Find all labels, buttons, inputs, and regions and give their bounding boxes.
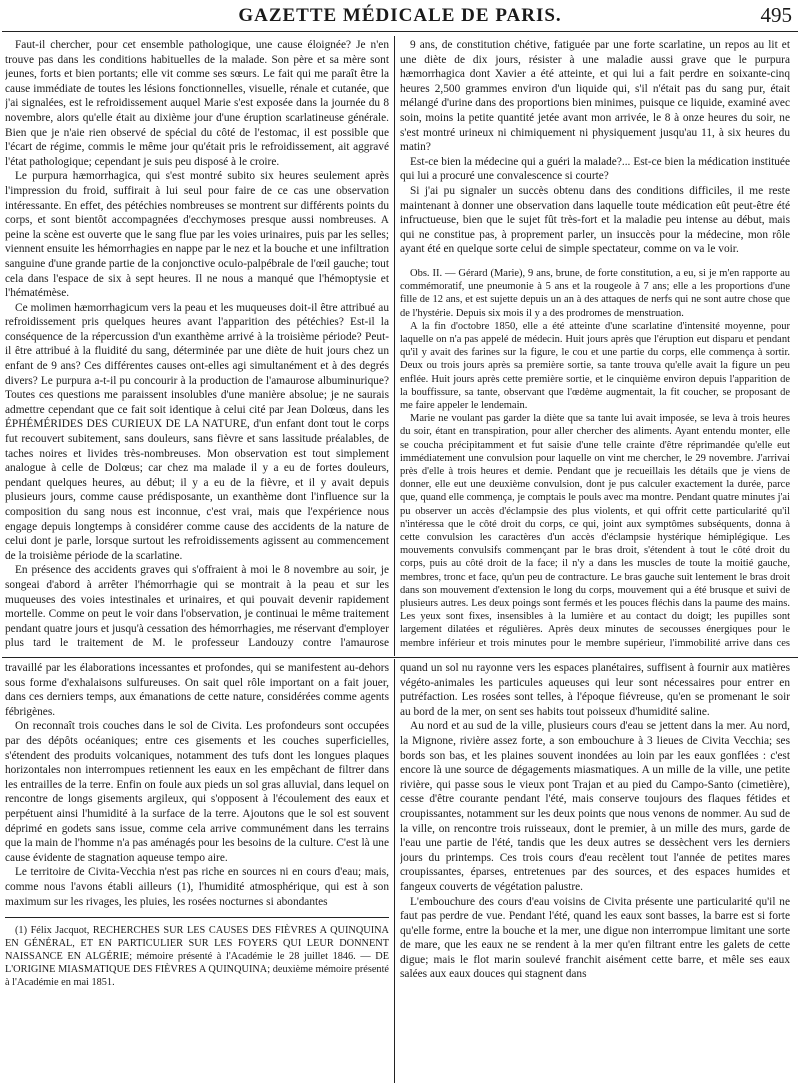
paragraph: A la fin d'octobre 1850, elle a été atteinte d'une scarlatine d'intensité moyenne, pour laquelle on n'a pas appelé de médecin. Huit jours après que l'éruption eut disparu et pendant qu'il y avait des farines sur la figure, le cou et une partie du corps, elle commença à sortir. Deux ou trois jours après sa première sortie, sa tante trouva qu'elle avait la figure un peu enflée. Huit jours après cette première sortie, et le cinquième environ depuis l'apparition de la bouffissure, sa tante, observant que l'œdème augmentait, la fit coucher, se proposant de me faire appeler le lendemain. <box>400 320 790 411</box>
observation-heading: Obs. II. — Gérard (Marie), 9 ans, brune, de forte constitution, a eu, si je m'en rapporte au commémoratif, une pneumonie à 5 ans et la rougeole à 7 ans; elle a les proportions d'une fille de 12 ans, et est sujette depuis un an à des attaques de nerfs qui ne sont autre chose que de l'hystérie. Depuis six mois il y a des prodromes de menstruation. <box>400 267 790 319</box>
paragraph: Ce molimen hæmorrhagicum vers la peau et les muqueuses doit-il être attribué au refroidissement pris quelques heures avant l'apparition des pétéchies? Est-il la conséquence de la répercussion d'un exanthème arrivé à la troisième période? Peut-il être attribué à la fluidité du sang, déterminée par une diète de huit jours chez un enfant de 9 ans? Ces différentes causes ont-elles agi simultanément et à des degrés divers? Le purpura a-t-il pu concourir à la production de l'amaurose albuminurique? Toutes ces questions me paraissent insolubles d'une manière absolue; je ne saurais admettre cependant que ce fait soit identique à celui cité par Jean Dolœus, dans les ÉPHÉMÉRIDES DES CURIEUX DE LA NATURE, d'un enfant dont tout le corps fut recouvert subitement, sans douleurs, sans fièvre et sans lassitude préalables, de taches noires et livides très-nombreuses. Mon observation est tout simplement analogue à celle de Dolœus; car chez ma malade il y a eu de fortes douleurs, pendant quelques heures, au début; il y a eu de la fièvre, et il y avait depuis plusieurs jours, comme cause prédisposante, un exanthème dont l'influence sur la composition du sang nous est inconnue, c'est vrai, mais que l'expérience nous engage depuis longtemps à considérer comme cause des accidents de la nature de celui dont je parle, lorsque surtout les refroidissements agissent au commencement de la troisième période de la scarlatine. <box>5 301 389 562</box>
paragraph: Le purpura hæmorrhagica, qui s'est montré subito six heures seulement après l'impression du froid, suffirait à lui seul pour faire de ce cas une observation intéressante. En effet, des pétéchies nombreuses se montrent sur différents points du corps, et sont bientôt accompagnées d'ecchymoses presque aussi nombreuses. A peine la scène est ouverte que le sang flue par les voies urinaires, puis par les selles; viennent ensuite les hémorrhagies en nappe par le nez et la bouche et une infiltration sanguine d'une grande partie de la conjonctive oculo-palpébrale de l'œil gauche; tout cela dans l'espace de six à sept heures. Il ne nous a manqué que l'hémoptysie et l'hématémèse. <box>5 170 389 300</box>
paragraph: quand un sol nu rayonne vers les espaces planétaires, suffisent à fournir aux matières végéto-animales les particules aqueuses qui leur sont nécessaires pour entrer en putréfaction. Les rosées sont telles, à l'époque fiévreuse, qu'en se promenant le soir au bord de la mer, on sent ses habits tout poisseux d'humidité saline. <box>400 662 790 718</box>
top-left-column <box>5 38 389 650</box>
journal-title: GAZETTE MÉDICALE DE PARIS. <box>238 5 562 26</box>
column-divider-bottom <box>394 659 395 1083</box>
paragraph: Si j'ai pu signaler un succès obtenu dans des conditions difficiles, il me reste maintenant à donner une observation dans laquelle toute médication eût peut-être été infructueuse, bien que le sujet fût très-fort et la maladie peu intense au début, mais qui ne constitue pas, à proprement parler, un insuccès pour la médecine, mon rôle ayant été en quelque sorte celui de simple spectateur, comme on va le voir. <box>400 184 790 256</box>
bottom-left-column <box>5 661 389 1081</box>
footnote: (1) Félix Jacquot, RECHERCHES SUR LES CAUSES DES FIÈVRES A QUINQUINA EN GÉNÉRAL, ET EN PARTICULIER SUR LES FOYERS QUI LEUR DONNENT NAISSANCE EN ALGÉRIE; mémoire présenté à l'Académie le 28 juillet 1846. — DE L'ORIGINE MIASMATIQUE DES FIÈVRES A QUINQUINA; deuxième mémoire présenté à l'Académie en mai 1851. <box>5 925 389 989</box>
paragraph: On reconnaît trois couches dans le sol de Civita. Les profondeurs sont occupées par des dépôts océaniques; entre ces gisements et les couches superficielles, s'étendent des produits volcaniques, notamment des tufs dont les longues plaques horizontales non interrompues retiennent les eaux en les empêchant de filtrer dans les entrailles de la terre. Enfin on foule aux pieds un sol gras alluvial, dans lequel on rencontre de longs gisements argileux, qui s'opposent à l'écoulement des eaux et perpétuent ainsi l'humidité à la surface de la terre. Ajoutons que le sol est souvent déprimé en godets sans issue, comme cela arrive communément dans les terrains que la main de l'homme n'a pas aménagés pour les besoins de la culture. C'est là une cause évidente de stagnation aqueuse tempo aire. <box>5 720 389 864</box>
paragraph: Faut-il chercher, pour cet ensemble pathologique, une cause éloignée? Je n'en trouve pas dans les conditions habituelles de la malade. Son père et sa mère sont jeunes, forts et bien portants; elle vit comme ses sœurs. Le fait qui me paraît être la cause immédiate de toutes les lésions fonctionnelles, visuelle, rénale et cutanée, que j'ai signalées, est le refroidissement auquel Marie s'est exposée dans la journée du 8 novembre, alors qu'elle était au dixième jour d'une éruption scarlatineuse générale. Bien que je n'aie rien observé de spécial du côté de l'estomac, il est possible que l'écart de régime, commis le même jour qu'était pris le refroidissement, ait aggravé l'état pathologique; cependant je suis peu disposé à le croire. <box>5 39 389 168</box>
paragraph: Le territoire de Civita-Vecchia n'est pas riche en sources ni en cours d'eau; mais, comme nous l'avons établi ailleurs (1), l'humidité atmosphérique, qui est à son maximum sur les rivages, les pluies, les rosées nocturnes si abondantes <box>5 866 389 908</box>
footnote-rule <box>5 917 389 918</box>
paragraph: Marie ne voulant pas garder la diète que sa tante lui avait imposée, se leva à trois heures du soir, étant en transpiration, pour aller chercher des aliments. Ayant entendu monter, elle se coucha précipitamment et fut saisie d'une telle crainte d'être réprimandée qu'elle eut immédiatement une convulsion pour laquelle on vint me chercher, le 29 novembre. J'arrivai près d'elle à trois heures et demie. Pendant que je recueillais les détails que je viens de donner, elle eut une deuxième convulsion, dont je pus calculer exactement la durée, parce que, quand elle commença, je comptais le pouls avec ma montre. Pendant quatre minutes j'ai pu observer un accès d'éclampsie des plus violents, et qui offrit cette particularité qu'il n'intéressa que le côté droit du corps, ce qui, joint aux symptômes subséquents, donna à cette convulsion les caractères d'un accès d'éclampsie hystérique hémiplégique. Les mouvements convulsifs commençant par le bras droit, s'étendent à tout le côté droit du corps, puis au côté droit de la face; il n'y a dans les muscles de toute la moitié gauche, membres, tronc et face, qu'un peu de contracture. Le bras gauche suit lentement le bras droit dans son mouvement d'extension le long du corps, mouvement qui a été brusque et suivi de plusieurs autres. Les deux poings sont fermés et les pouces fléchis dans la paume des mains. Les yeux sont fixes, insensibles à la lumière et au contact du doigt; les pupilles sont largement dilatées et régulières. Après deux minutes de secousses énergiques pour le membre inférieur et trois minutes pour le membre supérieur, l'immobilité arrive dans ces <box>400 413 790 649</box>
paragraph: Est-ce bien la médecine qui a guéri la malade?... Est-ce bien la médication instituée qui lui a procuré une convalescence si courte? <box>400 155 790 183</box>
bottom-right-column <box>400 661 790 1081</box>
paragraph: travaillé par les élaborations incessantes et profondes, qui se manifestent au-dehors sous forme d'exhalaisons sulfureuses. On sait quel rôle important on a fait jouer, dans ces derniers temps, aux émanations de cette nature, considérées comme agents fébrigènes. <box>5 662 389 718</box>
section-divider <box>2 657 798 658</box>
page-number: 495 <box>760 3 792 27</box>
paragraph: 9 ans, de constitution chétive, fatiguée par une forte scarlatine, un repos au lit et une diète de dix jours, résister à une maladie aussi grave que le purpura hæmorrhagica dont Xavier a été atteinte, et qui lui a fait perdre en soixante-cinq heures 2,500 grammes environ d'un liquide qui, s'il n'était pas du sang pur, était mélangé d'urine dans des proportions bien minimes, puisque ce liquide, examiné avec soin, moins la petite quantité jetée avant mon arrivée, le 8 à onze heures du soir, ne s'est montré urineux ni chimiquement ni physiquement jusqu'au 11, à six heures du matin? <box>400 39 790 154</box>
paragraph: L'embouchure des cours d'eau voisins de Civita présente une particularité qu'il ne faut pas perdre de vue. Pendant l'été, quand les eaux sont basses, la barre est si forte qu'elle forme, entre la bouche et la mer, une digue non interrompue limitant une sorte de mare, que les eaux ne se rendent à la mer qu'en filtrant entre les galets de cette digue; mais le flot marin soulevé franchit aisément cette barre, et mêle ses eaux salées aux eaux douces qui stagnent dans <box>400 895 790 981</box>
column-divider-top <box>394 36 395 656</box>
paragraph: Au nord et au sud de la ville, plusieurs cours d'eau se jettent dans la mer. Au nord, la Mignone, rivière assez forte, a son embouchure à 3 lieues de Civita Vecchia; ses bords son bas, et les plaines souvent inondées au loin par les eaux gonflées : c'est encore là une source de dégagements miasmatiques. A un mille de la ville, une petite rivière, qui passe sous le vieux pont Trajan et au pied du Campo-Santo (cimetière), cesse d'être courante pendant l'été, mais conserve toujours des flaques fétides et croupissantes, notamment sur les deux points que nous venons de nommer. Au sud de la ville, on rencontre trois ruisseaux, dont le premier, à un mille des murs, garde de l'eau une partie de l'été, tandis que les deux autres se dessèchent vers les derniers jours du printemps. Ces trois cours d'eau recèlent tout l'année de petites mares croupissantes, éparses, entretenues par des sources, et des espaces humides et fangeux couverts de végétation palustre. <box>400 720 790 893</box>
header-rule <box>2 31 798 32</box>
top-right-column <box>400 38 790 650</box>
paragraph: En présence des accidents graves qui s'offraient à moi le 8 novembre au soir, je songeai d'abord à arrêter l'hémorrhagie qui se montrait à la peau et sur les muqueuses des voies intestinales et urinaires, et qui pouvait devenir rapidement mortelle. Comme on peut le voir dans l'observation, je continuai le même traitement pendant quatre jours et jusqu'à cessation des hémorrhagies, me réservant d'employer plus tard le traitement de M. le professeur Landouzy contre l'amaurose <box>5 564 389 650</box>
page-header <box>0 0 800 34</box>
